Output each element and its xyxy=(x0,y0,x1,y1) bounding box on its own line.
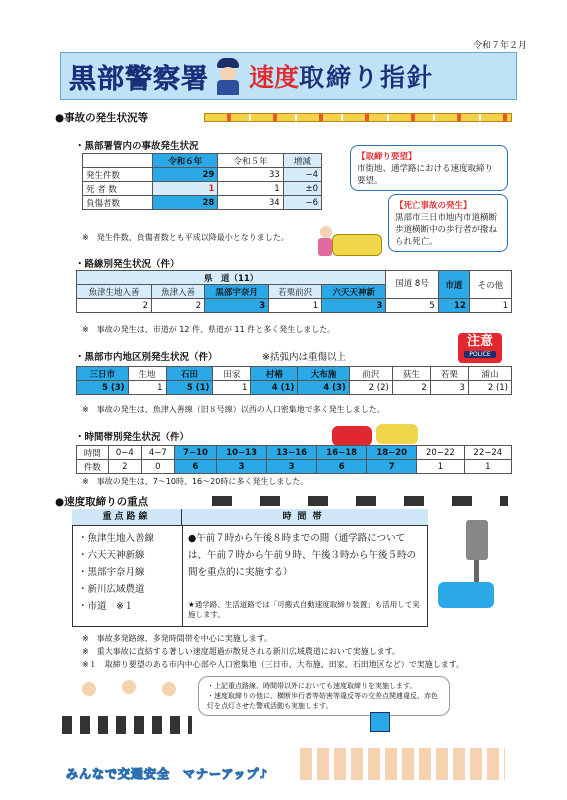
time-header: 0−4 xyxy=(108,446,141,460)
table-cell: 1 xyxy=(128,381,166,395)
table3-title-note: ※括弧内は重傷以上 xyxy=(262,352,346,363)
table-cell: 4 (3) xyxy=(298,381,350,395)
table-cell: 6 xyxy=(174,460,216,474)
table3-title: ・黒部市内地区別発生状況（件） xyxy=(75,352,218,363)
district-header: 若栗 xyxy=(430,367,468,381)
route-header: 魚津入善 xyxy=(152,285,205,299)
district-header: 前沢 xyxy=(349,367,392,381)
time-header: 4−7 xyxy=(141,446,174,460)
table-cell: 2 xyxy=(108,460,141,474)
slogan: みんなで交通安全 マナーアップ♪ xyxy=(66,767,269,781)
table2-note: ※ 事故の発生は、市道が 12 件、県道が 11 件と多く発生しました。 xyxy=(82,325,336,334)
caution-sign-sub: POLICE xyxy=(464,351,496,358)
table-cell: 5 (1) xyxy=(166,381,213,395)
table-cell: 2 (2) xyxy=(349,381,392,395)
table3-note: ※ 事故の発生は、魚津入善線（旧８号線）以西の人口密集地で多く発生しました。 xyxy=(82,405,385,414)
district-header: 三日市 xyxy=(77,367,129,381)
callout-request xyxy=(350,145,508,191)
table-cell: 2 xyxy=(152,299,205,313)
callout-text: 黒部市三日市地内市道横断歩道横断中の歩行者が撥ねられ死亡。 xyxy=(395,213,498,247)
crowd-illustration xyxy=(300,748,505,780)
accident-summary-table xyxy=(82,153,322,210)
table-cell: 5 (3) xyxy=(77,381,129,395)
table-cell: 1 xyxy=(464,460,511,474)
enforcement-note-1: ※ 事故多発路線、多発時間帯を中心に実施します。 xyxy=(82,634,273,643)
table-cell: ±0 xyxy=(283,182,321,196)
time-note: ★通学路、生活道路では「可搬式自動速度取締り装置」も活用して実施します。 xyxy=(188,600,420,619)
time-header: 16−18 xyxy=(317,446,367,460)
table-cell: 3 xyxy=(217,460,267,474)
time-table xyxy=(76,445,512,474)
table1-title: ・黒部署管内の事故発生状況 xyxy=(75,141,199,152)
route-item: ・魚津生地入善線 xyxy=(78,533,155,544)
col-r6: 令和６年 xyxy=(153,154,218,168)
table4-note: ※ 事故の発生は、7〜10時、16〜20時に多く発生しました。 xyxy=(82,477,309,486)
table-cell: 7 xyxy=(367,460,417,474)
city-road-header: 市道 xyxy=(438,271,469,299)
title-station: 黒部警察署 xyxy=(69,63,209,95)
table-cell: 3 xyxy=(205,299,269,313)
district-header: 浦山 xyxy=(468,367,511,381)
table2-title: ・路線別発生状況（件） xyxy=(75,259,180,270)
cars-illustration xyxy=(332,420,422,448)
col-diff: 増減 xyxy=(283,154,321,168)
section-enforcement: ●速度取締りの重点 xyxy=(55,496,149,508)
route-table xyxy=(76,270,512,313)
district-header: 村椿 xyxy=(251,367,298,381)
time-header: 22−24 xyxy=(464,446,511,460)
title-banner xyxy=(60,52,517,100)
route-header: 魚津生地入善 xyxy=(77,285,152,299)
table-cell: 1 xyxy=(218,182,283,196)
section-accidents: ●事故の発生状況等 xyxy=(55,112,149,124)
time-header: 20−22 xyxy=(417,446,464,460)
table-cell: 1 xyxy=(213,381,251,395)
caution-tape-decoration xyxy=(204,113,512,122)
table-cell: 34 xyxy=(218,196,283,210)
row-label: 死 者 数 xyxy=(83,182,153,196)
table-cell: 2 xyxy=(392,381,430,395)
national-road-header: 国道 8号 xyxy=(386,271,439,299)
route-item: ・六天天神新線 xyxy=(78,550,145,561)
col-r5: 令和５年 xyxy=(218,154,283,168)
table-cell: −6 xyxy=(283,196,321,210)
info-line: ・速度取締りの他に、横断歩行者等妨害等違反等の交差点関連違反、赤色灯を点灯させた警戒活動も実施します。 xyxy=(207,692,438,710)
route-header: 若栗前沢 xyxy=(269,285,322,299)
route-item: ・黒部宇奈月線 xyxy=(78,567,145,578)
table-cell: 3 xyxy=(430,381,468,395)
table-cell: 2 xyxy=(77,299,152,313)
table-cell: 12 xyxy=(438,299,469,313)
issue-date: 令和７年２月 xyxy=(472,41,527,51)
district-header: 田家 xyxy=(213,367,251,381)
table-cell: 2 (1) xyxy=(468,381,511,395)
table1-note: ※ 発生件数、負傷者数とも平成以降最小となりました。 xyxy=(82,233,289,242)
table-cell: −4 xyxy=(283,168,321,182)
title-speed: 速度 xyxy=(249,63,300,92)
table-cell: 6 xyxy=(317,460,367,474)
table-cell: 1 xyxy=(469,299,511,313)
table-cell: 33 xyxy=(218,168,283,182)
table-cell: 0 xyxy=(141,460,174,474)
callout-heading: 【取締り要望】 xyxy=(357,152,417,162)
callout-fatal xyxy=(388,194,508,252)
district-table xyxy=(76,366,512,395)
time-header: 18−20 xyxy=(367,446,417,460)
route-header: 六天天神新 xyxy=(322,285,386,299)
route-item: ・新川広域農道 xyxy=(78,584,145,595)
other-header: その他 xyxy=(469,271,511,299)
time-header: 7−10 xyxy=(174,446,216,460)
time-text: ●午前７時から午後８時までの間（通学路については、午前７時から午前９時、午後３時から午後５時の間を重点的に実施する） xyxy=(188,533,417,578)
route-item: ・市道 ※１ xyxy=(78,601,134,612)
row-label: 発生件数 xyxy=(83,168,153,182)
crosswalk-sign-icon xyxy=(370,712,390,732)
district-header: 荻生 xyxy=(392,367,430,381)
table-cell: 3 xyxy=(322,299,386,313)
speed-camera-illustration xyxy=(436,520,516,620)
callout-text: 市街地、通学路における速度取締り要望。 xyxy=(357,164,494,186)
route-header: 黒部宇奈月 xyxy=(205,285,269,299)
table-cell: 28 xyxy=(153,196,218,210)
caution-sign-icon xyxy=(458,333,502,363)
table-cell: 1 xyxy=(153,182,218,196)
title-policy: 取締り指針 xyxy=(299,63,435,92)
enforcement-note-2: ※ 重大事故に直結する著しい速度超過が散見される新川広域農道において実施します。 xyxy=(82,647,401,656)
time-header: 13−16 xyxy=(267,446,317,460)
table4-title: ・時間帯別発生状況（件） xyxy=(75,432,190,443)
table-cell: 4 (1) xyxy=(251,381,298,395)
callout-heading: 【死亡事故の発生】 xyxy=(395,201,472,211)
police-officer-icon xyxy=(213,56,243,96)
info-line: ・上記重点路線、時間帯以外においても速度取締りを実施します。 xyxy=(207,682,417,690)
prefectural-road-header: 県 道（11） xyxy=(77,271,386,285)
table-cell: 1 xyxy=(269,299,322,313)
caution-sign-text: 注意 xyxy=(466,334,493,349)
table-cell: 29 xyxy=(153,168,218,182)
table-cell: 1 xyxy=(417,460,464,474)
enforcement-note-3: ※１ 取締り要望のある市内中心部や人口密集地（三日市、大布施、田家、石田地区など）で実施します。 xyxy=(82,660,465,669)
table-cell: 3 xyxy=(267,460,317,474)
route-list xyxy=(78,530,180,615)
district-header: 石田 xyxy=(166,367,213,381)
row-label: 負傷者数 xyxy=(83,196,153,210)
table-cell: 5 xyxy=(386,299,439,313)
additional-info-box xyxy=(198,676,450,716)
crossing-illustration xyxy=(62,676,192,738)
row-label: 時間 xyxy=(77,446,109,460)
district-header: 大布施 xyxy=(298,367,350,381)
police-cars-decoration xyxy=(198,496,508,506)
district-header: 生地 xyxy=(128,367,166,381)
time-header: 10−13 xyxy=(217,446,267,460)
accident-illustration xyxy=(316,224,386,260)
row-label: 件数 xyxy=(77,460,109,474)
route-column-header: 重点路線 xyxy=(72,509,182,526)
time-column-header: 時間帯 xyxy=(182,509,428,526)
column-divider xyxy=(182,526,183,627)
